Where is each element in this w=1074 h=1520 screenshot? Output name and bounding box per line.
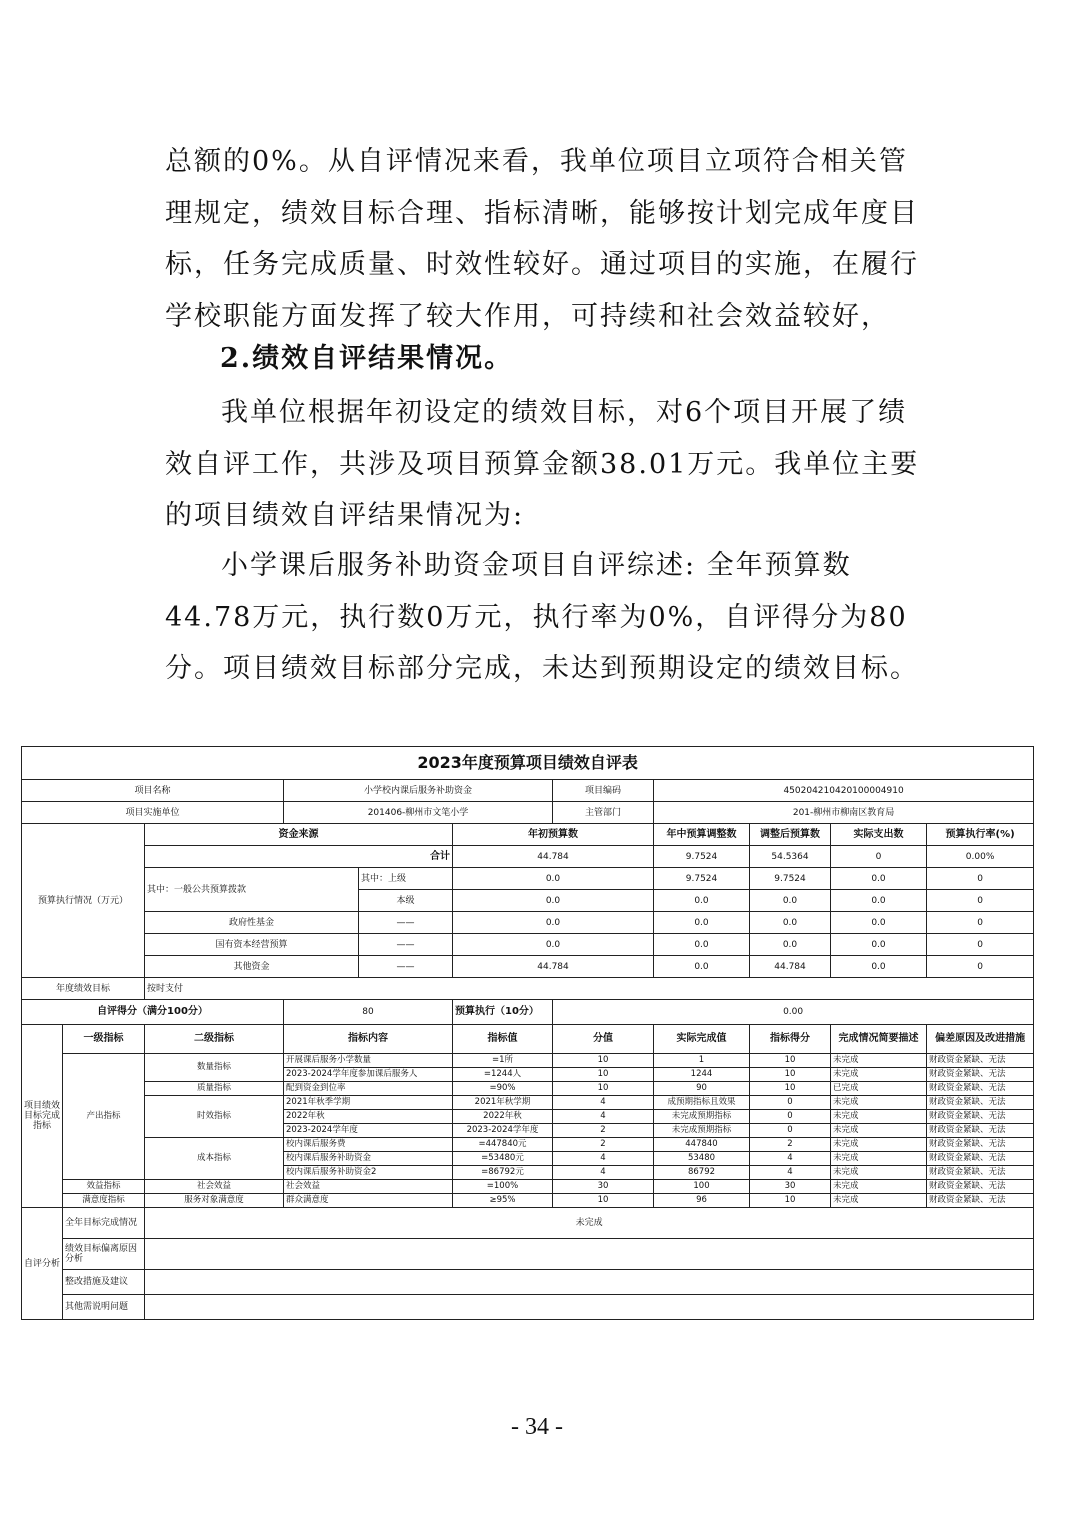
section-heading: 2.绩效自评结果情况。 (220, 343, 514, 374)
page-number: - 34 - (511, 1414, 563, 1440)
col-adjust: 年中预算调整数 (654, 824, 750, 846)
exec-label: 预算执行（10分） (453, 1000, 553, 1025)
cost-label: 成本指标 (145, 1138, 284, 1180)
other-note-label: 其他需说明问题 (63, 1295, 145, 1320)
completion-value: 未完成 (145, 1208, 1034, 1239)
dept: 201-柳州市柳南区教育局 (654, 802, 1034, 824)
deviation-value (145, 1239, 1034, 1270)
paragraph-2: 我单位根据年初设定的绩效目标，对6个项目开展了绩效自评工作，共涉及项目预算金额38.01万元。我单位主要的项目绩效自评结果情况为: (165, 397, 920, 531)
hdr-desc: 完成情况简要描述 (831, 1025, 927, 1054)
budget-row-upper: 其中：一般公共预算拨款 其中：上级 0.0 9.7524 9.7524 0.0 0 (22, 868, 1034, 890)
paragraph-1: 总额的0%。从自评情况来看，我单位项目立项符合相关管理规定，绩效目标合理、指标清晰，能够按计划完成年度目标，任务完成质量、时效性较好。通过项目的实施，在履行学校职能方面发挥了较大作用，可持续和社会效益较好， (165, 146, 919, 332)
project-name-label: 项目名称 (22, 780, 284, 802)
hdr-lvl2: 二级指标 (145, 1025, 284, 1054)
budget-row-gov-fund: 政府性基金 —— 0.0 0.0 0.0 0.0 0 (22, 912, 1034, 934)
budget-row-local: 本级 0.0 0.0 0.0 0.0 0 (22, 890, 1034, 912)
general-budget-label: 其中：一般公共预算拨款 (145, 868, 359, 912)
deviation-label: 绩效目标偏离原因分析 (63, 1239, 145, 1270)
timeliness-label: 时效指标 (145, 1096, 284, 1138)
table-row: 质量指标 配到资金到位率 =90% 10 90 10 已完成 财政资金紧缺、无法 (22, 1082, 1034, 1096)
indicator-group-label: 项目绩效目标完成指标 (22, 1025, 63, 1208)
col-source: 资金来源 (145, 824, 453, 846)
output-label: 产出指标 (63, 1054, 145, 1180)
table-row: 时效指标 2021年秋季学期 2021年秋学期 4 成预期指标且效果 0 未完成 财政资金紧缺、无法 (22, 1096, 1034, 1110)
performance-evaluation-table (21, 746, 1034, 1320)
project-name: 小学校内课后服务补助资金 (284, 780, 553, 802)
other-note-value (145, 1295, 1034, 1320)
satisfaction-l1: 满意度指标 (63, 1194, 145, 1208)
hdr-actual: 实际完成值 (654, 1025, 750, 1054)
col-rate: 预算执行率(%) (927, 824, 1034, 846)
completion-label: 全年目标完成情况 (63, 1208, 145, 1239)
score-label: 自评得分（满分100分） (22, 1000, 284, 1025)
table-row: 效益指标 社会效益 社会效益 =100% 30 100 30 未完成 财政资金紧缺、无法 (22, 1180, 1034, 1194)
table-row: 校内课后服务补助资金2 =86792元 4 86792 4 未完成 财政资金紧缺、无法 (22, 1166, 1034, 1180)
table-row: 2023-2024学年度参加课后服务人 =1244人 10 1244 10 未完成 财政资金紧缺、无法 (22, 1068, 1034, 1082)
budget-row-state-capital: 国有资本经营预算 —— 0.0 0.0 0.0 0.0 0 (22, 934, 1034, 956)
measures-value (145, 1270, 1034, 1295)
table-row: 校内课后服务补助资金 =53480元 4 53480 4 未完成 财政资金紧缺、无法 (22, 1152, 1034, 1166)
paragraph-3: 小学课后服务补助资金项目自评综述: 全年预算数44.78万元，执行数0万元，执行率为0%，自评得分为80分。项目绩效目标部分完成，未达到预期设定的绩效目标。 (165, 550, 919, 684)
dept-label: 主管部门 (553, 802, 654, 824)
annual-goal-label: 年度绩效目标 (22, 978, 145, 1000)
quality-label: 质量指标 (145, 1082, 284, 1096)
hdr-content: 指标内容 (284, 1025, 453, 1054)
satisfaction-l2: 服务对象满意度 (145, 1194, 284, 1208)
col-initial: 年初预算数 (453, 824, 654, 846)
hdr-score: 指标得分 (750, 1025, 831, 1054)
quantity-label: 数量指标 (145, 1054, 284, 1082)
score-value: 80 (284, 1000, 453, 1025)
table-row: 2022年秋 2022年秋 4 未完成预期指标 0 未完成 财政资金紧缺、无法 (22, 1110, 1034, 1124)
impl-unit: 201406-柳州市文笔小学 (284, 802, 553, 824)
project-code-label: 项目编码 (553, 780, 654, 802)
col-after: 调整后预算数 (750, 824, 831, 846)
hdr-reason: 偏差原因及改进措施 (927, 1025, 1034, 1054)
social-label: 社会效益 (145, 1180, 284, 1194)
self-eval-label: 自评分析 (22, 1208, 63, 1320)
table-row: 成本指标 校内课后服务费 =447840元 2 447840 2 未完成 财政资金紧缺、无法 (22, 1138, 1034, 1152)
measures-label: 整改措施及建议 (63, 1270, 145, 1295)
exec-score: 0.00 (553, 1000, 1034, 1025)
table-row: 2023-2024学年度 2023-2024学年度 2 未完成预期指标 0 未完成 财政资金紧缺、无法 (22, 1124, 1034, 1138)
hdr-weight: 分值 (553, 1025, 654, 1054)
table-row: 满意度指标 服务对象满意度 群众满意度 ≥95% 10 96 10 未完成 财政资金紧缺、无法 (22, 1194, 1034, 1208)
table-title: 2023年度预算项目绩效自评表 (22, 747, 1034, 780)
impl-unit-label: 项目实施单位 (22, 802, 284, 824)
table-row: 产出指标 数量指标 开展课后服务小学数量 =1所 10 1 10 未完成 财政资金紧缺、无法 (22, 1054, 1034, 1068)
col-actual: 实际支出数 (831, 824, 927, 846)
benefit-label: 效益指标 (63, 1180, 145, 1194)
annual-goal: 按时支付 (145, 978, 1034, 1000)
hdr-value: 指标值 (453, 1025, 553, 1054)
project-code: 450204210420100004910 (654, 780, 1034, 802)
budget-label: 预算执行情况（万元） (22, 824, 145, 978)
budget-row-total: 合计 44.784 9.7524 54.5364 0 0.00% (22, 846, 1034, 868)
budget-row-other: 其他资金 —— 44.784 0.0 44.784 0.0 0 (22, 956, 1034, 978)
hdr-lvl1: 一级指标 (63, 1025, 145, 1054)
